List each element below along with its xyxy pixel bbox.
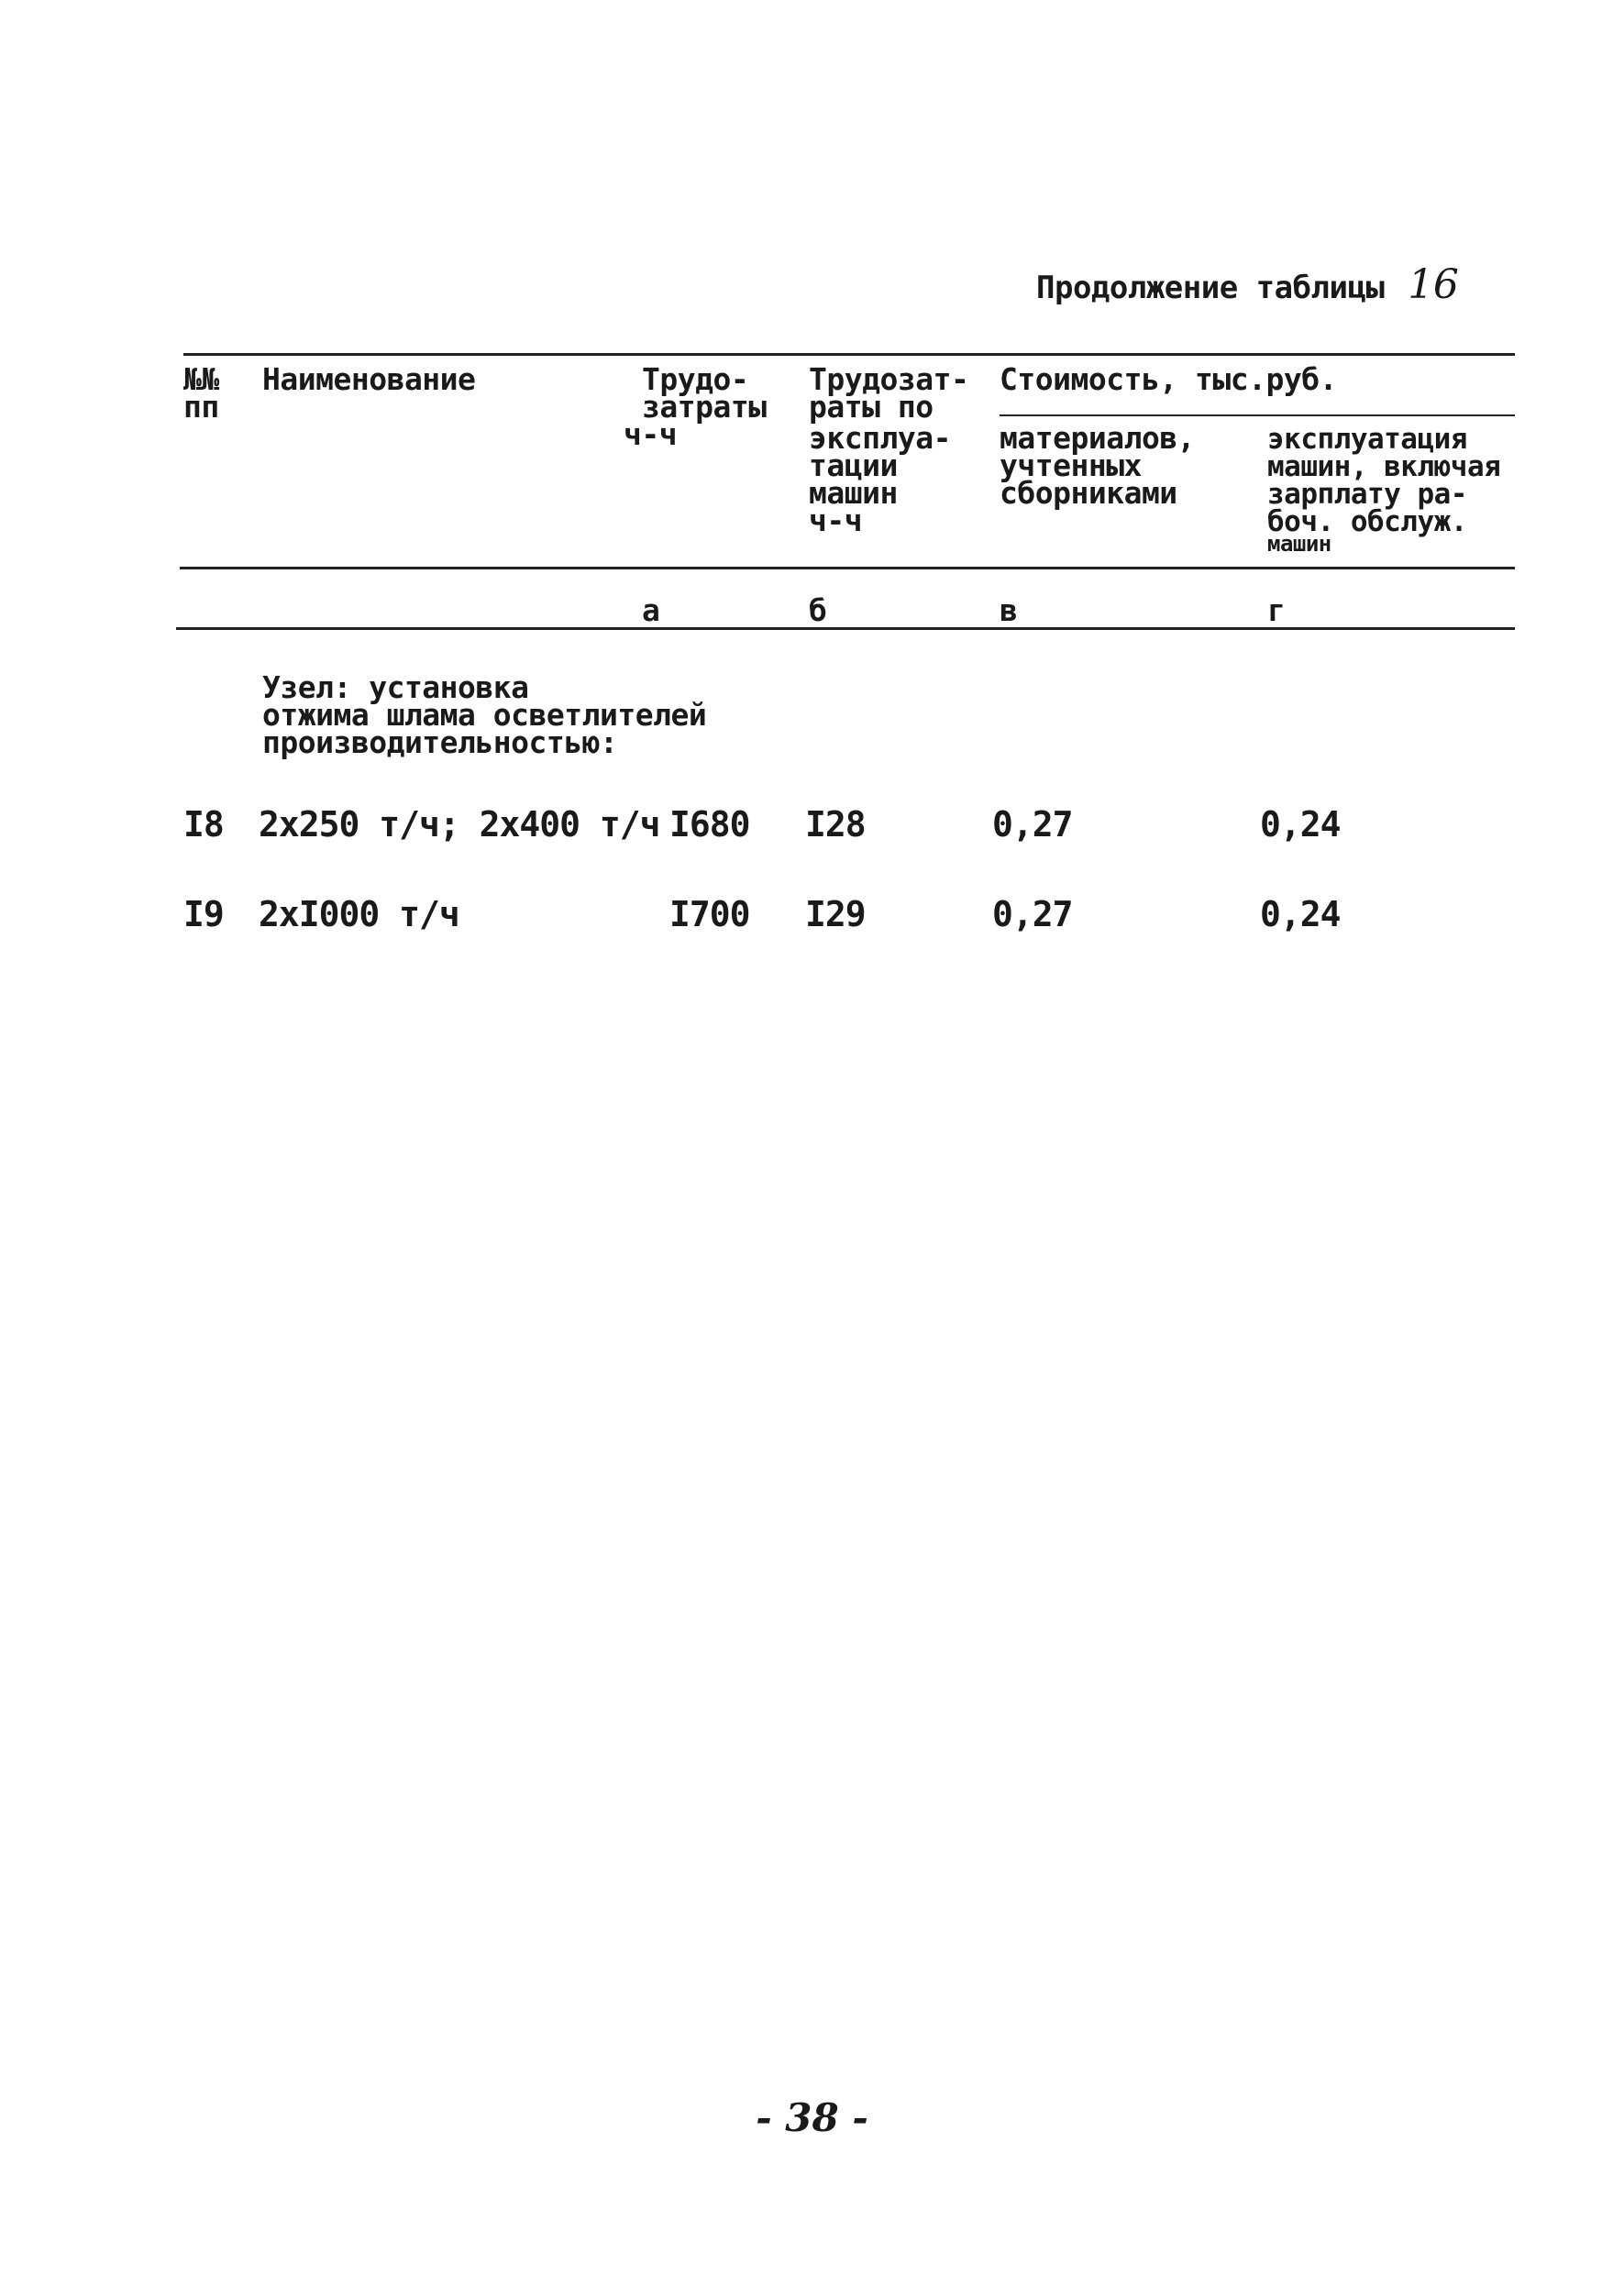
letter-a: а [642, 592, 660, 628]
row-labor: I680 [669, 804, 750, 845]
header-materials-line2: учтенных [1000, 447, 1142, 483]
header-machine-line6: ч-ч [809, 502, 863, 538]
letter-b: б [809, 592, 827, 628]
header-machine-line5: машин [809, 475, 898, 511]
header-machine-line2: раты по [809, 389, 934, 425]
caption-text: Продолжение таблицы [1036, 270, 1385, 306]
header-operation-line3: зарплату ра- [1267, 478, 1467, 511]
header-num-line2: пп [183, 389, 219, 425]
header-cost: Стоимость, тыс.руб. [1000, 361, 1337, 397]
row-num: I8 [183, 804, 224, 845]
section-title [262, 669, 707, 760]
section-title-line3: производительностью: [262, 724, 618, 760]
header-machine-line3: эксплуа- [809, 420, 951, 456]
header-operation-line2: машин, включая [1267, 450, 1501, 483]
row-machine-labor: I29 [805, 894, 866, 934]
page-number: - 38 - [756, 2095, 868, 2140]
section-title-line1: Узел: установка [262, 669, 529, 705]
header-operation-line5: машин [1267, 531, 1331, 557]
header-labor-line1: Трудо- [642, 361, 749, 397]
header-machine-line1: Трудозат- [809, 361, 969, 397]
row-name: 2хI000 т/ч [259, 894, 459, 934]
header-materials-line3: сборниками [1000, 475, 1177, 511]
letter-row-rule [176, 627, 1515, 630]
header-labor-line2: затраты [642, 389, 767, 425]
row-materials: 0,27 [992, 894, 1073, 934]
header-operation-line1: эксплуатация [1267, 423, 1467, 456]
row-num: I9 [183, 894, 224, 934]
header-bottom-rule [180, 567, 1515, 569]
letter-g: г [1267, 592, 1286, 628]
table-top-rule [183, 353, 1515, 356]
cost-subrule [1000, 414, 1515, 416]
header-num-line1: №№ [183, 361, 219, 397]
row-operation: 0,24 [1260, 804, 1341, 845]
header-labor-line3: ч-ч [624, 416, 678, 452]
row-labor: I700 [669, 894, 750, 934]
row-machine-labor: I28 [805, 804, 866, 845]
header-name: Наименование [262, 361, 476, 397]
header-operation-line4: боч. обслуж. [1267, 505, 1467, 538]
letter-v: в [1000, 592, 1018, 628]
table-caption [1036, 261, 1458, 308]
header-materials-line1: материалов, [1000, 420, 1196, 456]
header-machine-line4: тации [809, 447, 898, 483]
row-operation: 0,24 [1260, 894, 1341, 934]
table-number: 16 [1408, 261, 1459, 308]
section-title-line2: отжима шлама осветлителей [262, 697, 707, 733]
row-materials: 0,27 [992, 804, 1073, 845]
row-name: 2х250 т/ч; 2х400 т/ч [259, 804, 660, 845]
